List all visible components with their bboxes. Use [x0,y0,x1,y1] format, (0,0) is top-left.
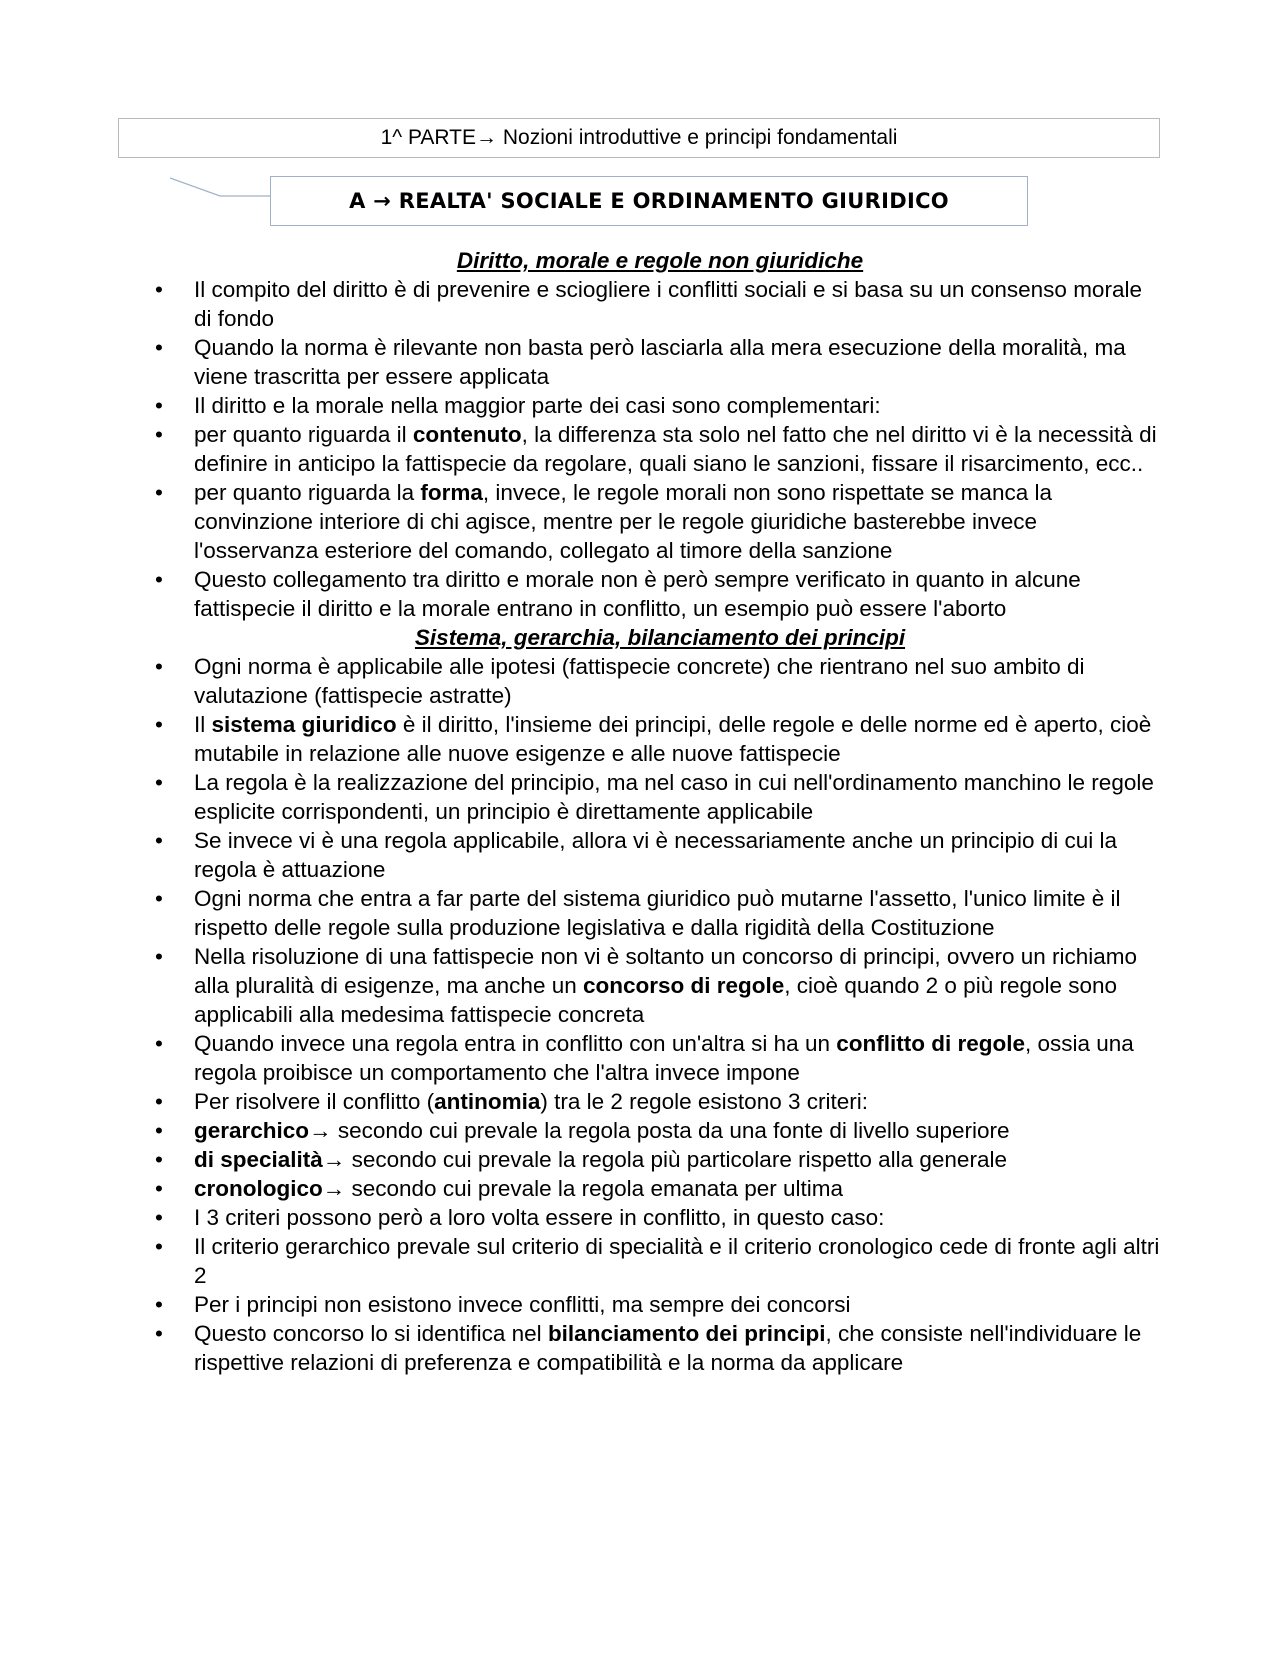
list-item [155,275,1165,333]
list-item [155,942,1165,1029]
list-item [155,1319,1165,1377]
list-item-bold-text: gerarchico [194,1118,310,1143]
list-item [155,1290,1165,1319]
list-item [155,478,1165,565]
bullet-icon: • [155,1031,163,1056]
connector-line [170,176,274,202]
list-item-bold-text: forma [420,480,483,505]
list-item-bold-text: bilanciamento dei principi [547,1321,826,1346]
list-item [155,1232,1165,1290]
list-item-pre-text: Il [194,712,212,737]
part-title-box: 1^ PARTE→ Nozioni introduttive e principi fondamentali [118,118,1160,158]
list-item-pre-text: per quanto riguarda il [194,422,413,447]
bullet-icon: • [155,1089,163,1114]
section1-heading: Diritto, morale e regole non giuridiche [456,248,864,273]
list-item-post-text: è il diritto, l'insieme dei principi, delle regole e delle norme ed è aperto, cioè mutabile in relazione alle nuove esigenze e alle nuove fattispecie [194,712,1152,766]
section-title-box: A → REALTA' SOCIALE E ORDINAMENTO GIURIDICO [270,176,1028,226]
list-item-post-text: , la differenza sta solo nel fatto che nel diritto vi è la necessità di definire in anticipo la fattispecie da regolare, quali siano le sanzioni, fissare il risarcimento, ecc.. [194,422,1157,476]
list-item-post-text: , che consiste nell'individuare le rispettive relazioni di preferenza e compatibilità e la norma da applicare [194,1321,1142,1375]
bullet-icon: • [155,480,163,505]
list-item-post-text: → secondo cui prevale la regola emanata per ultima [322,1176,844,1201]
list-item-pre-text: Se invece vi è una regola applicabile, allora vi è necessariamente anche un principio di cui la regola è attuazione [194,828,1118,882]
list-item-pre-text: Questo concorso lo si identifica nel [194,1321,548,1346]
list-item [155,420,1165,478]
bullet-icon: • [155,654,163,679]
bullet-icon: • [155,422,163,447]
list-item [155,565,1165,623]
list-item-pre-text: Nella risoluzione di una fattispecie non vi è soltanto un concorso di principi, ovvero un richiamo alla pluralità di esigenze, ma anche un [194,944,1138,998]
bullet-icon: • [155,1176,163,1201]
list-item-post-text: , invece, le regole morali non sono rispettate se manca la convinzione interiore di chi agisce, mentre per le regole giuridiche basterebbe invece l'osservanza esteriore del comando, collegato al timore della sanzione [194,480,1052,563]
bullet-icon: • [155,1147,163,1172]
list-item-pre-text: Per i principi non esistono invece conflitti, ma sempre dei concorsi [194,1292,851,1317]
list-item-pre-text: La regola è la realizzazione del principio, ma nel caso in cui nell'ordinamento manchino le regole esplicite corrispondenti, un principio è direttamente applicabile [194,770,1154,824]
list-item-bold-text: di specialità [194,1147,323,1172]
list-item [155,1203,1165,1232]
list-item-post-text: → secondo cui prevale la regola posta da una fonte di livello superiore [309,1118,1010,1143]
list-item-post-text: → secondo cui prevale la regola più particolare rispetto alla generale [322,1147,1007,1172]
bullet-icon: • [155,335,163,360]
bullet-icon: • [155,277,163,302]
list-item-pre-text: I 3 criteri possono però a loro volta essere in conflitto, in questo caso: [194,1205,885,1230]
list-item [155,1145,1165,1174]
bullet-icon: • [155,1292,163,1317]
list-item [155,768,1165,826]
bullet-icon: • [155,828,163,853]
document-body [155,246,1165,1377]
list-item-pre-text: Ogni norma è applicabile alle ipotesi (fattispecie concrete) che rientrano nel suo ambito di valutazione (fattispecie astratte) [194,654,1085,708]
bullet-icon: • [155,944,163,969]
bullet-icon: • [155,1205,163,1230]
list-item [155,1116,1165,1145]
list-item [155,652,1165,710]
list-item-bold-text: cronologico [194,1176,323,1201]
list-item-pre-text: Quando invece una regola entra in conflitto con un'altra si ha un [194,1031,837,1056]
list-item-post-text: , cioè quando 2 o più regole sono applicabili alla medesima fattispecie concreta [194,973,1118,1027]
bullet-icon: • [155,1234,163,1259]
bullet-icon: • [155,1118,163,1143]
list-item-bold-text: concorso di regole [583,973,785,998]
list-item-bold-text: contenuto [412,422,522,447]
bullet-icon: • [155,567,163,592]
list-item-post-text: , ossia una regola proibisce un comportamento che l'altra invece impone [194,1031,1134,1085]
bullet-icon: • [155,770,163,795]
section1-bullet-list [155,275,1165,623]
list-item [155,1174,1165,1203]
list-item-pre-text: Questo collegamento tra diritto e morale non è però sempre verificato in quanto in alcune fattispecie il diritto e la morale entrano in conflitto, un esempio può essere l'aborto [194,567,1081,621]
list-item [155,884,1165,942]
bullet-icon: • [155,712,163,737]
list-item-pre-text: Per risolvere il conflitto ( [194,1089,435,1114]
list-item-pre-text: Il compito del diritto è di prevenire e sciogliere i conflitti sociali e si basa su un consenso morale di fondo [194,277,1142,331]
list-item-pre-text: per quanto riguarda la [194,480,421,505]
list-item-post-text: ) tra le 2 regole esistono 3 criteri: [540,1089,868,1114]
list-item [155,391,1165,420]
bullet-icon: • [155,886,163,911]
list-item-bold-text: antinomia [434,1089,541,1114]
section2-bullet-list [155,652,1165,1377]
list-item-pre-text: Il diritto e la morale nella maggior parte dei casi sono complementari: [194,393,881,418]
bullet-icon: • [155,393,163,418]
list-item-bold-text: sistema giuridico [211,712,397,737]
list-item [155,1087,1165,1116]
list-item [155,826,1165,884]
list-item [155,1029,1165,1087]
list-item-pre-text: Il criterio gerarchico prevale sul criterio di specialità e il criterio cronologico cede di fronte agli altri 2 [194,1234,1160,1288]
section2-heading: Sistema, gerarchia, bilanciamento dei principi [414,625,906,650]
list-item [155,333,1165,391]
list-item-bold-text: conflitto di regole [836,1031,1025,1056]
list-item-pre-text: Ogni norma che entra a far parte del sistema giuridico può mutarne l'assetto, l'unico limite è il rispetto delle regole sulla produzione legislativa e dalla rigidità della Costituzione [194,886,1121,940]
list-item [155,710,1165,768]
list-item-pre-text: Quando la norma è rilevante non basta però lasciarla alla mera esecuzione della moralità, ma viene trascritta per essere applicata [194,335,1126,389]
bullet-icon: • [155,1321,163,1346]
